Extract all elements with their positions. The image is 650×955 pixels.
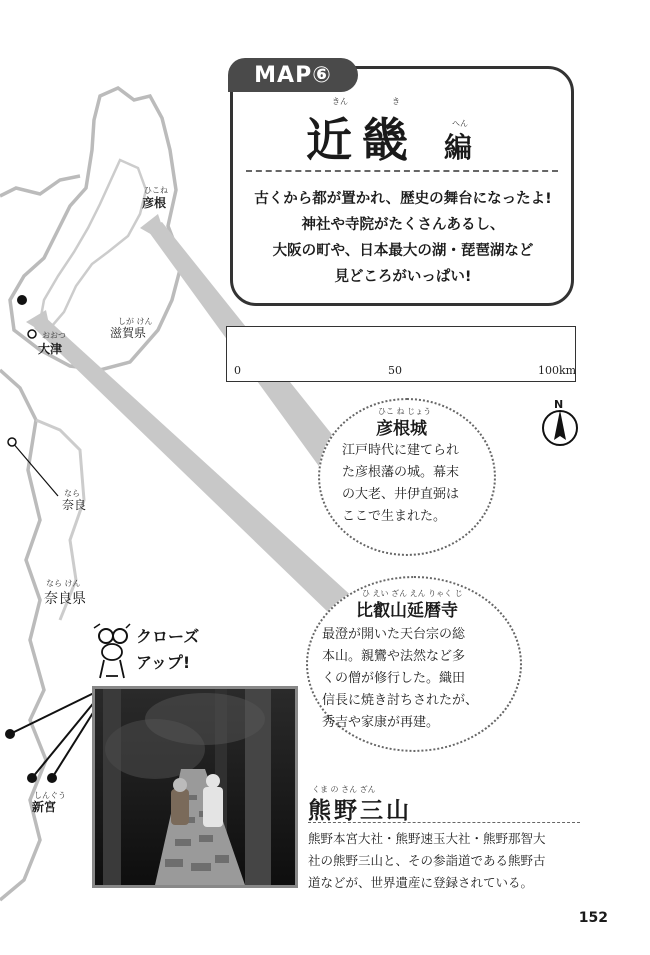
intro-line: 古くから都が置かれ、歴史の舞台になったよ! [254,191,552,207]
intro-text [238,186,568,290]
scale-label-100: 100km [538,364,577,377]
intro-line: 大阪の町や、日本最大の湖・琵琶湖など [272,243,534,259]
body-line: 秀吉や家康が再建。 [322,715,440,730]
shiga-label: 滋賀県 [110,326,147,340]
body-line: 道などが、世界遺産に登録されている。 [308,875,534,890]
nara-dot [8,438,16,446]
enryakuji-ruby: ひ えい ざん えん りゃく じ [362,589,463,598]
title-suffix-ruby: へん [452,119,468,128]
hikone-dot [17,295,27,305]
kumano-kodo-photo [92,686,298,888]
region-title: 近畿 [306,113,418,167]
body-line: ここで生まれた。 [342,509,447,524]
closeup-label [136,624,199,676]
nara-pref-ruby: なら けん [46,579,81,588]
body-line: 社の熊野三山と、その参詣道である熊野古 [308,853,546,868]
title-ruby-1: きん [332,97,348,106]
shiga-ruby: しが けん [118,317,153,326]
scale-label-50: 50 [388,364,402,377]
map-tag: MAP⑥ [228,58,358,92]
body-line: 信長に焼き討ちされたが、 [322,693,479,708]
kumano-divider [308,822,580,823]
body-line: た彦根藩の城。幕末 [342,465,460,480]
shingu-ruby: しんぐう [34,791,66,800]
hikone-castle-ruby: ひこ ね じょう [378,407,432,416]
hikone-castle-body [342,440,482,528]
intro-line: 見どころがいっぱい! [334,269,472,285]
page-number: 152 [578,910,608,926]
closeup-line: クローズ [136,627,200,646]
intro-line: 神社や寺院がたくさんあるし、 [301,217,505,233]
enryakuji-body [322,624,518,734]
body-line: 熊野本宮大社・熊野速玉大社・熊野那智大 [308,831,546,846]
kumano-title: 熊野三山 [308,797,412,824]
body-line: 最澄が開いた天台宗の総 [322,627,466,642]
nara-city-ruby: なら [64,489,80,498]
hikone-label: 彦根 [142,196,167,210]
closeup-line: アップ! [136,653,191,672]
otsu-ruby: おおつ [42,331,66,340]
body-line: 江戸時代に建てられ [342,443,460,458]
compass-label: N [554,398,564,411]
body-line: 本山。親鸞や法然など多 [322,649,466,664]
kumano-ruby: くま の さん ざん [312,785,376,794]
shingu-label: 新宮 [32,800,57,814]
nara-city-label: 奈良 [62,498,87,512]
otsu-dot [28,330,36,338]
compass-icon [543,410,577,445]
binoculars-character-icon [94,624,130,678]
hikone-castle-title: 彦根城 [376,419,427,439]
region-title-suffix: 編 [444,131,473,164]
body-line: くの僧が修行した。織田 [322,671,466,686]
scale-label-0: 0 [234,364,241,377]
title-divider [246,170,558,172]
otsu-label: 大津 [38,342,63,356]
body-line: の大老、井伊直弼は [342,487,460,502]
enryakuji-title: 比叡山延暦寺 [356,601,458,621]
nara-pref-label: 奈良県 [44,591,86,607]
kumano-body [308,828,582,894]
title-ruby-2: き [392,97,400,106]
hikone-ruby: ひこね [144,186,168,195]
